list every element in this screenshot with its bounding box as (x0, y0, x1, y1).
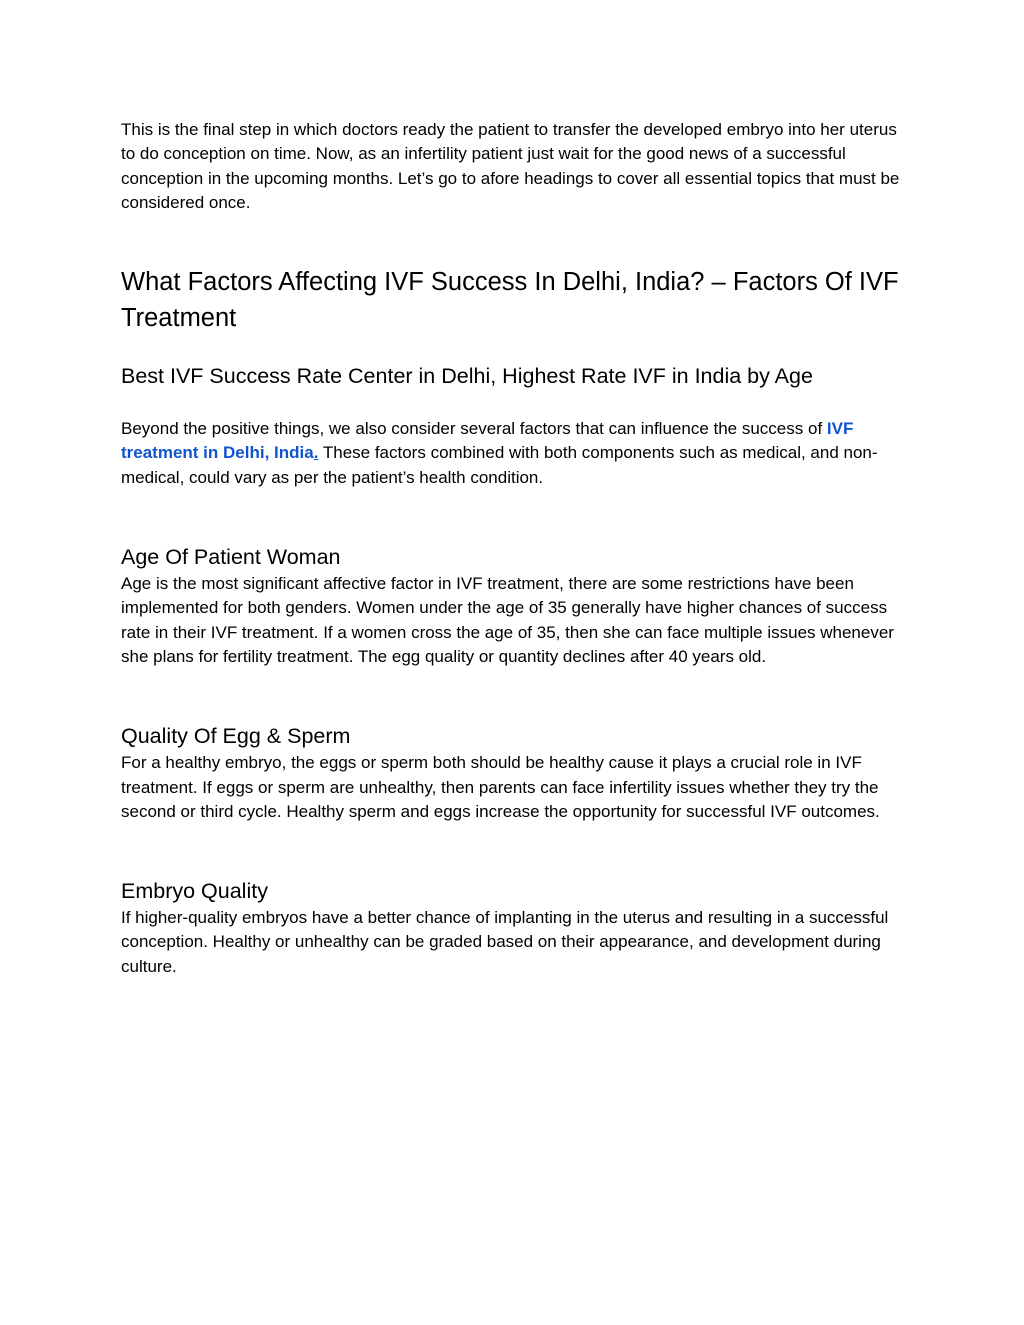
main-heading: What Factors Affecting IVF Success In Delhi, India? – Factors Of IVF Treatment (121, 268, 899, 333)
intro-paragraph: This is the final step in which doctors ready the patient to transfer the developed embryo into her uterus to do conception on time. Now, as an infertility patient just wait for the good news of a successful conception in the upcoming months. Let’s go to afore headings to cover all essential topics that must be considered once. (121, 120, 900, 212)
factors-intro-paragraph (121, 417, 911, 490)
age-section-paragraph: Age is the most significant affective factor in IVF treatment, there are some restrictions have been implemented for both genders. Women under the age of 35 generally have higher chances of success rate in their IVF treatment. If a women cross the age of 35, then she can face multiple issues whenever she plans for fertility treatment. The egg quality or quantity declines after 40 years old. (121, 574, 894, 666)
age-section-heading: Age Of Patient Woman (121, 545, 341, 570)
factors-intro-text-before: Beyond the positive things, we also consider several factors that can influence the success of (121, 419, 827, 439)
ivf-treatment-link[interactable]: IVF treatment in Delhi, India (121, 419, 854, 463)
factors-intro-text-after: These factors combined with both components such as medical, and non-medical, could vary as per the patient’s health condition. (121, 443, 878, 487)
egg-sperm-section-heading: Quality Of Egg & Sperm (121, 724, 351, 749)
egg-sperm-section-paragraph: For a healthy embryo, the eggs or sperm both should be healthy cause it plays a crucial role in IVF treatment. If eggs or sperm are unhealthy, then parents can face infertility issues whether they try the second or third cycle. Healthy sperm and eggs increase the opportunity for successful IVF outcomes. (121, 753, 880, 821)
sub-heading: Best IVF Success Rate Center in Delhi, Highest Rate IVF in India by Age (121, 364, 813, 389)
embryo-section-heading: Embryo Quality (121, 879, 268, 904)
ivf-treatment-link-dot[interactable]: . (313, 443, 319, 463)
document-page (121, 118, 911, 979)
embryo-section-paragraph: If higher-quality embryos have a better chance of implanting in the uterus and resulting in a successful conception. Healthy or unhealthy can be graded based on their appearance, and development during culture. (121, 908, 889, 976)
